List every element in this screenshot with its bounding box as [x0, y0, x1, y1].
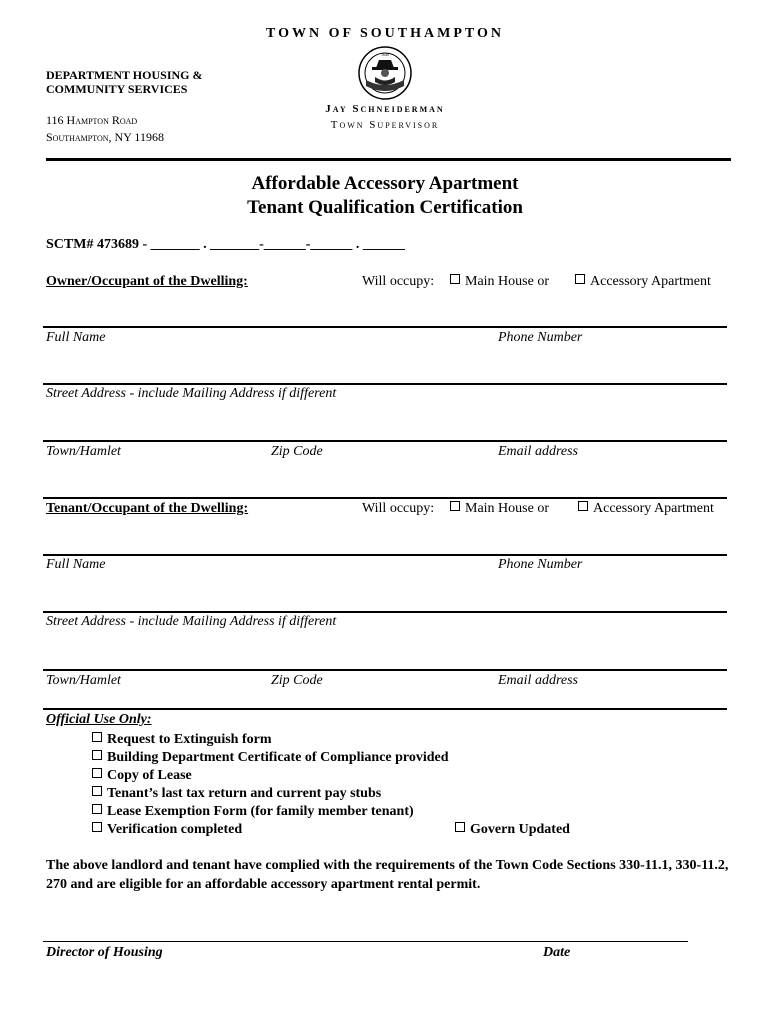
owner-phone-label: Phone Number: [498, 330, 583, 345]
owner-street-label: Street Address - include Mailing Address if different: [46, 386, 337, 401]
tenant-phone-label: Phone Number: [498, 557, 583, 572]
checklist-item[interactable]: [92, 749, 449, 767]
owner-name-line[interactable]: [43, 326, 727, 328]
address-line-2: Southampton, NY 11968: [46, 130, 164, 144]
owner-email-line[interactable]: [43, 497, 727, 499]
checklist-item[interactable]: [92, 821, 449, 839]
signature-line[interactable]: [43, 941, 688, 942]
tenant-full-name-label: Full Name: [46, 557, 106, 572]
department-address: [46, 112, 164, 146]
sctm-number: SCTM# 473689 - _______ . _______-______-______ . ______: [46, 237, 405, 252]
form-title-line-1: Affordable Accessory Apartment: [251, 173, 519, 194]
govern-updated-item[interactable]: [455, 821, 570, 839]
tenant-zip-label: Zip Code: [271, 673, 323, 688]
tenant-town-label: Town/Hamlet: [46, 673, 121, 688]
owner-town-label: Town/Hamlet: [46, 444, 121, 459]
tenant-name-line[interactable]: [43, 554, 727, 556]
tenant-option-main-house[interactable]: [450, 501, 549, 517]
department-name: [46, 68, 202, 96]
tenant-option-main-house-label: Main House or: [465, 501, 549, 516]
checkbox-icon[interactable]: [450, 501, 460, 511]
owner-zip-label: Zip Code: [271, 444, 323, 459]
svg-text:1640: 1640: [381, 52, 389, 57]
official-checklist: [92, 731, 449, 839]
checklist-item-label: Verification completed: [107, 822, 243, 837]
owner-full-name-label: Full Name: [46, 330, 106, 345]
date-label: Date: [543, 945, 571, 960]
owner-town-line[interactable]: [43, 440, 727, 442]
checkbox-icon[interactable]: [92, 786, 102, 796]
official-use-heading: Official Use Only:: [46, 712, 152, 727]
checklist-item[interactable]: [92, 731, 449, 749]
tenant-section-heading: Tenant/Occupant of the Dwelling:: [46, 501, 249, 516]
owner-email-label: Email address: [498, 444, 578, 459]
owner-will-occupy-label: Will occupy:: [362, 274, 435, 289]
owner-option-main-house[interactable]: [450, 274, 549, 290]
tenant-street-label: Street Address - include Mailing Address if different: [46, 614, 337, 629]
header-divider: [46, 158, 731, 161]
owner-option-accessory[interactable]: [575, 274, 711, 290]
govern-updated-label: Govern Updated: [470, 822, 570, 837]
checkbox-icon[interactable]: [450, 274, 460, 284]
checklist-item[interactable]: [92, 803, 449, 821]
tenant-town-line[interactable]: [43, 669, 727, 671]
checkbox-icon[interactable]: [92, 732, 102, 742]
eligibility-statement: The above landlord and tenant have complied with the requirements of the Town Code Sections 330-11.1, 330-11.2, 270 and are eligible for an affordable accessory apartment rental permit.: [46, 858, 729, 892]
checklist-item[interactable]: [92, 767, 449, 785]
owner-section-heading: Owner/Occupant of the Dwelling:: [46, 274, 248, 289]
department-line-2: COMMUNITY SERVICES: [46, 82, 188, 96]
tenant-option-accessory-label: Accessory Apartment: [593, 501, 714, 516]
checkbox-icon[interactable]: [575, 274, 585, 284]
checkbox-icon[interactable]: [92, 804, 102, 814]
supervisor-title: Town Supervisor: [330, 119, 440, 131]
checklist-item-label: Request to Extinguish form: [107, 732, 272, 747]
town-seal-icon: [358, 46, 412, 100]
town-title: TOWN OF SOUTHAMPTON: [266, 26, 504, 41]
tenant-email-label: Email address: [498, 673, 578, 688]
tenant-street-line[interactable]: [43, 611, 727, 613]
owner-option-accessory-label: Accessory Apartment: [590, 274, 711, 289]
tenant-will-occupy-label: Will occupy:: [362, 501, 435, 516]
tenant-option-accessory[interactable]: [578, 501, 714, 517]
checkbox-icon[interactable]: [92, 768, 102, 778]
supervisor-name: Jay Schneiderman: [325, 103, 445, 115]
checklist-item-label: Copy of Lease: [107, 768, 192, 783]
checklist-item-label: Building Department Certificate of Compliance provided: [107, 750, 449, 765]
department-line-1: DEPARTMENT HOUSING &: [46, 68, 203, 82]
form-title-line-2: Tenant Qualification Certification: [247, 197, 523, 218]
checklist-item[interactable]: [92, 785, 449, 803]
owner-street-line[interactable]: [43, 383, 727, 385]
director-label: Director of Housing: [46, 945, 163, 960]
owner-option-main-house-label: Main House or: [465, 274, 549, 289]
tenant-email-line[interactable]: [43, 708, 727, 710]
checkbox-icon[interactable]: [92, 822, 102, 832]
checkbox-icon[interactable]: [455, 822, 465, 832]
address-line-1: 116 Hampton Road: [46, 113, 138, 127]
checkbox-icon[interactable]: [578, 501, 588, 511]
checklist-item-label: Lease Exemption Form (for family member tenant): [107, 804, 414, 819]
checklist-item-label: Tenant’s last tax return and current pay stubs: [107, 786, 382, 801]
checkbox-icon[interactable]: [92, 750, 102, 760]
